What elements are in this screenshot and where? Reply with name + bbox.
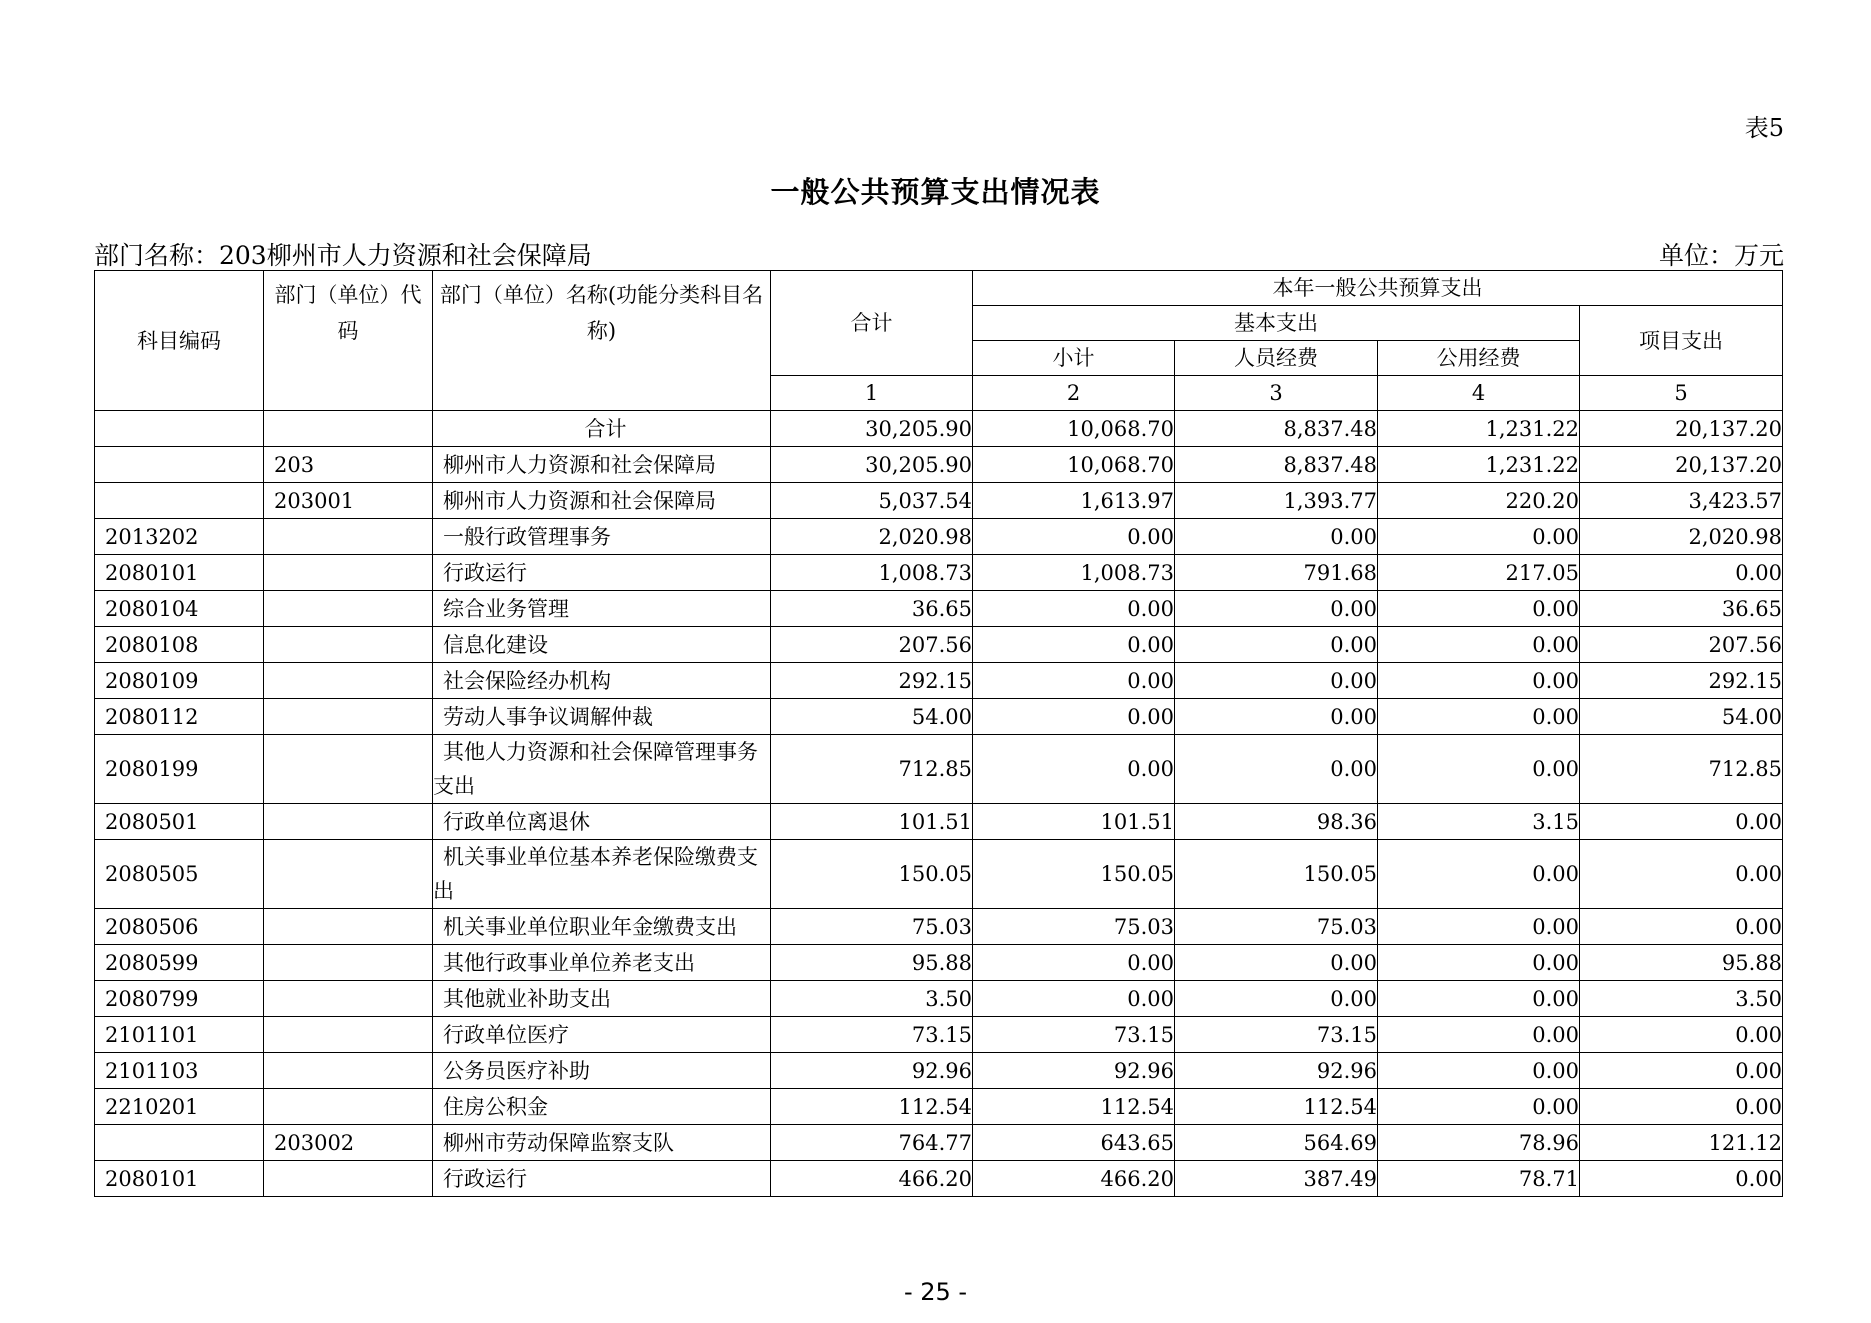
- budget-table: [94, 270, 1783, 1197]
- dept-code-cell: [264, 1089, 433, 1125]
- personnel-cell: 791.68: [1175, 555, 1378, 591]
- public-cell: 0.00: [1378, 627, 1580, 663]
- project-cell: 20,137.20: [1580, 411, 1783, 447]
- public-cell: 3.15: [1378, 804, 1580, 840]
- public-cell: 0.00: [1378, 735, 1580, 804]
- project-cell: 0.00: [1580, 1161, 1783, 1197]
- subtotal-cell: 0.00: [973, 591, 1175, 627]
- total-cell: 112.54: [771, 1089, 973, 1125]
- subtotal-cell: 75.03: [973, 909, 1175, 945]
- subject-code-cell: 2080101: [95, 1161, 264, 1197]
- subject-code-cell: 2080505: [95, 840, 264, 909]
- dept-name-cell: 公务员医疗补助: [433, 1053, 771, 1089]
- dept-code-cell: [264, 519, 433, 555]
- subject-code-cell: 2080104: [95, 591, 264, 627]
- dept-name-cell: 劳动人事争议调解仲裁: [433, 699, 771, 735]
- project-cell: 95.88: [1580, 945, 1783, 981]
- header-personnel: 人员经费: [1175, 341, 1378, 376]
- header-project: 项目支出: [1580, 306, 1783, 376]
- total-cell: 5,037.54: [771, 483, 973, 519]
- dept-code-cell: [264, 735, 433, 804]
- subtotal-cell: 10,068.70: [973, 411, 1175, 447]
- public-cell: 1,231.22: [1378, 411, 1580, 447]
- dept-name-cell: 机关事业单位职业年金缴费支出: [433, 909, 771, 945]
- table-row: [95, 663, 1783, 699]
- table-row: [95, 411, 1783, 447]
- project-cell: 0.00: [1580, 555, 1783, 591]
- subtotal-cell: 150.05: [973, 840, 1175, 909]
- dept-code-cell: [264, 555, 433, 591]
- project-cell: 0.00: [1580, 840, 1783, 909]
- dept-name-cell: 柳州市人力资源和社会保障局: [433, 483, 771, 519]
- dept-code-cell: 203002: [264, 1125, 433, 1161]
- total-cell: 92.96: [771, 1053, 973, 1089]
- public-cell: 0.00: [1378, 909, 1580, 945]
- header-index-4: 4: [1378, 376, 1580, 411]
- public-cell: 1,231.22: [1378, 447, 1580, 483]
- dept-code-cell: [264, 804, 433, 840]
- dept-name-cell: 机关事业单位基本养老保险缴费支出: [433, 840, 771, 909]
- dept-name-cell: 行政单位离退休: [433, 804, 771, 840]
- subject-code-cell: 2210201: [95, 1089, 264, 1125]
- dept-code-cell: [264, 840, 433, 909]
- project-cell: 3.50: [1580, 981, 1783, 1017]
- department-label: 部门名称：203柳州市人力资源和社会保障局: [94, 241, 592, 270]
- project-cell: 121.12: [1580, 1125, 1783, 1161]
- total-cell: 150.05: [771, 840, 973, 909]
- total-cell: 466.20: [771, 1161, 973, 1197]
- subtotal-cell: 0.00: [973, 663, 1175, 699]
- personnel-cell: 0.00: [1175, 627, 1378, 663]
- subject-code-cell: 2080101: [95, 555, 264, 591]
- dept-name-cell: 柳州市人力资源和社会保障局: [433, 447, 771, 483]
- personnel-cell: 0.00: [1175, 735, 1378, 804]
- subject-code-cell: [95, 411, 264, 447]
- subtotal-cell: 101.51: [973, 804, 1175, 840]
- total-cell: 75.03: [771, 909, 973, 945]
- public-cell: 0.00: [1378, 945, 1580, 981]
- subtotal-cell: 0.00: [973, 627, 1175, 663]
- table-row: [95, 555, 1783, 591]
- subject-code-cell: 2080506: [95, 909, 264, 945]
- page-number: - 25 -: [903, 1278, 968, 1306]
- subtotal-cell: 1,008.73: [973, 555, 1175, 591]
- dept-name-cell: 柳州市劳动保障监察支队: [433, 1125, 771, 1161]
- total-cell: 30,205.90: [771, 447, 973, 483]
- subject-code-cell: 2080799: [95, 981, 264, 1017]
- table-row: [95, 483, 1783, 519]
- total-cell: 2,020.98: [771, 519, 973, 555]
- header-index-1: 1: [771, 376, 973, 411]
- dept-name-cell: 综合业务管理: [433, 591, 771, 627]
- table-row: [95, 1089, 1783, 1125]
- public-cell: 0.00: [1378, 1053, 1580, 1089]
- header-index-3: 3: [1175, 376, 1378, 411]
- public-cell: 0.00: [1378, 519, 1580, 555]
- table-row: [95, 909, 1783, 945]
- project-cell: 3,423.57: [1580, 483, 1783, 519]
- total-cell: 73.15: [771, 1017, 973, 1053]
- personnel-cell: 75.03: [1175, 909, 1378, 945]
- personnel-cell: 8,837.48: [1175, 411, 1378, 447]
- table-row: [95, 699, 1783, 735]
- dept-code-cell: [264, 909, 433, 945]
- header-annual: 本年一般公共预算支出: [973, 271, 1783, 306]
- table-row: [95, 519, 1783, 555]
- subtotal-cell: 0.00: [973, 945, 1175, 981]
- public-cell: 220.20: [1378, 483, 1580, 519]
- total-cell: 36.65: [771, 591, 973, 627]
- project-cell: 0.00: [1580, 1089, 1783, 1125]
- project-cell: 20,137.20: [1580, 447, 1783, 483]
- project-cell: 54.00: [1580, 699, 1783, 735]
- project-cell: 0.00: [1580, 1017, 1783, 1053]
- header-index-5: 5: [1580, 376, 1783, 411]
- dept-name-cell: 社会保险经办机构: [433, 663, 771, 699]
- header-public: 公用经费: [1378, 341, 1580, 376]
- unit-label: 单位：万元: [1658, 241, 1784, 270]
- dept-code-cell: 203: [264, 447, 433, 483]
- dept-code-cell: [264, 1053, 433, 1089]
- header-index-2: 2: [973, 376, 1175, 411]
- public-cell: 0.00: [1378, 591, 1580, 627]
- personnel-cell: 0.00: [1175, 981, 1378, 1017]
- public-cell: 78.96: [1378, 1125, 1580, 1161]
- subject-code-cell: 2080112: [95, 699, 264, 735]
- project-cell: 0.00: [1580, 1053, 1783, 1089]
- public-cell: 0.00: [1378, 663, 1580, 699]
- dept-code-cell: [264, 663, 433, 699]
- total-cell: 101.51: [771, 804, 973, 840]
- personnel-cell: 0.00: [1175, 519, 1378, 555]
- table-row: [95, 735, 1783, 804]
- header-subject-code: 科目编码: [95, 271, 264, 411]
- header-dept-name: 部门（单位）名称(功能分类科目名称): [433, 271, 771, 411]
- project-cell: 0.00: [1580, 804, 1783, 840]
- subject-code-cell: 2101101: [95, 1017, 264, 1053]
- table-row: [95, 447, 1783, 483]
- dept-code-cell: [264, 1161, 433, 1197]
- table-row: [95, 591, 1783, 627]
- public-cell: 0.00: [1378, 1017, 1580, 1053]
- dept-name-cell: 其他行政事业单位养老支出: [433, 945, 771, 981]
- public-cell: 0.00: [1378, 840, 1580, 909]
- subtotal-cell: 643.65: [973, 1125, 1175, 1161]
- header-basic: 基本支出: [973, 306, 1580, 341]
- header-dept-code: 部门（单位）代码: [264, 271, 433, 411]
- page-title: 一般公共预算支出情况表: [770, 175, 1101, 209]
- public-cell: 0.00: [1378, 981, 1580, 1017]
- total-cell: 54.00: [771, 699, 973, 735]
- dept-code-cell: [264, 945, 433, 981]
- subject-code-cell: 2080108: [95, 627, 264, 663]
- dept-name-cell: 行政运行: [433, 1161, 771, 1197]
- public-cell: 217.05: [1378, 555, 1580, 591]
- subject-code-cell: [95, 483, 264, 519]
- subtotal-cell: 0.00: [973, 735, 1175, 804]
- personnel-cell: 0.00: [1175, 591, 1378, 627]
- total-cell: 3.50: [771, 981, 973, 1017]
- personnel-cell: 0.00: [1175, 945, 1378, 981]
- public-cell: 78.71: [1378, 1161, 1580, 1197]
- dept-name-cell: 其他人力资源和社会保障管理事务支出: [433, 735, 771, 804]
- dept-name-cell: 行政单位医疗: [433, 1017, 771, 1053]
- personnel-cell: 0.00: [1175, 663, 1378, 699]
- subtotal-cell: 0.00: [973, 519, 1175, 555]
- dept-name-cell: 住房公积金: [433, 1089, 771, 1125]
- table-row: [95, 627, 1783, 663]
- table-body: [95, 411, 1783, 1197]
- subtotal-cell: 466.20: [973, 1161, 1175, 1197]
- total-cell: 712.85: [771, 735, 973, 804]
- table-row: [95, 804, 1783, 840]
- total-cell: 764.77: [771, 1125, 973, 1161]
- public-cell: 0.00: [1378, 1089, 1580, 1125]
- subtotal-cell: 112.54: [973, 1089, 1175, 1125]
- subject-code-cell: 2080109: [95, 663, 264, 699]
- dept-name-cell: 一般行政管理事务: [433, 519, 771, 555]
- table-row: [95, 1053, 1783, 1089]
- table-row: [95, 1017, 1783, 1053]
- total-cell: 30,205.90: [771, 411, 973, 447]
- project-cell: 0.00: [1580, 909, 1783, 945]
- personnel-cell: 8,837.48: [1175, 447, 1378, 483]
- personnel-cell: 98.36: [1175, 804, 1378, 840]
- subject-code-cell: 2080599: [95, 945, 264, 981]
- dept-code-cell: [264, 981, 433, 1017]
- subject-code-cell: 2013202: [95, 519, 264, 555]
- personnel-cell: 564.69: [1175, 1125, 1378, 1161]
- subject-code-cell: 2101103: [95, 1053, 264, 1089]
- table-number: 表5: [1744, 114, 1784, 142]
- header-subtotal: 小计: [973, 341, 1175, 376]
- dept-name-cell: 其他就业补助支出: [433, 981, 771, 1017]
- dept-code-cell: [264, 591, 433, 627]
- subject-code-cell: [95, 1125, 264, 1161]
- subtotal-cell: 0.00: [973, 699, 1175, 735]
- dept-name-cell: 信息化建设: [433, 627, 771, 663]
- project-cell: 2,020.98: [1580, 519, 1783, 555]
- table-row: [95, 840, 1783, 909]
- subject-code-cell: [95, 447, 264, 483]
- dept-code-cell: [264, 411, 433, 447]
- subtotal-cell: 92.96: [973, 1053, 1175, 1089]
- project-cell: 712.85: [1580, 735, 1783, 804]
- total-cell: 292.15: [771, 663, 973, 699]
- header-total: 合计: [771, 271, 973, 376]
- personnel-cell: 73.15: [1175, 1017, 1378, 1053]
- subtotal-cell: 0.00: [973, 981, 1175, 1017]
- personnel-cell: 150.05: [1175, 840, 1378, 909]
- total-cell: 1,008.73: [771, 555, 973, 591]
- subtotal-cell: 10,068.70: [973, 447, 1175, 483]
- table-row: [95, 1125, 1783, 1161]
- dept-code-cell: 203001: [264, 483, 433, 519]
- total-cell: 95.88: [771, 945, 973, 981]
- table-row: [95, 1161, 1783, 1197]
- subject-code-cell: 2080199: [95, 735, 264, 804]
- project-cell: 207.56: [1580, 627, 1783, 663]
- personnel-cell: 92.96: [1175, 1053, 1378, 1089]
- personnel-cell: 112.54: [1175, 1089, 1378, 1125]
- personnel-cell: 1,393.77: [1175, 483, 1378, 519]
- dept-code-cell: [264, 1017, 433, 1053]
- personnel-cell: 387.49: [1175, 1161, 1378, 1197]
- project-cell: 36.65: [1580, 591, 1783, 627]
- table-row: [95, 981, 1783, 1017]
- dept-name-cell: 行政运行: [433, 555, 771, 591]
- table-row: [95, 945, 1783, 981]
- dept-code-cell: [264, 699, 433, 735]
- total-cell: 207.56: [771, 627, 973, 663]
- project-cell: 292.15: [1580, 663, 1783, 699]
- subject-code-cell: 2080501: [95, 804, 264, 840]
- dept-code-cell: [264, 627, 433, 663]
- subtotal-cell: 1,613.97: [973, 483, 1175, 519]
- dept-name-cell: 合计: [433, 411, 771, 447]
- subtotal-cell: 73.15: [973, 1017, 1175, 1053]
- personnel-cell: 0.00: [1175, 699, 1378, 735]
- public-cell: 0.00: [1378, 699, 1580, 735]
